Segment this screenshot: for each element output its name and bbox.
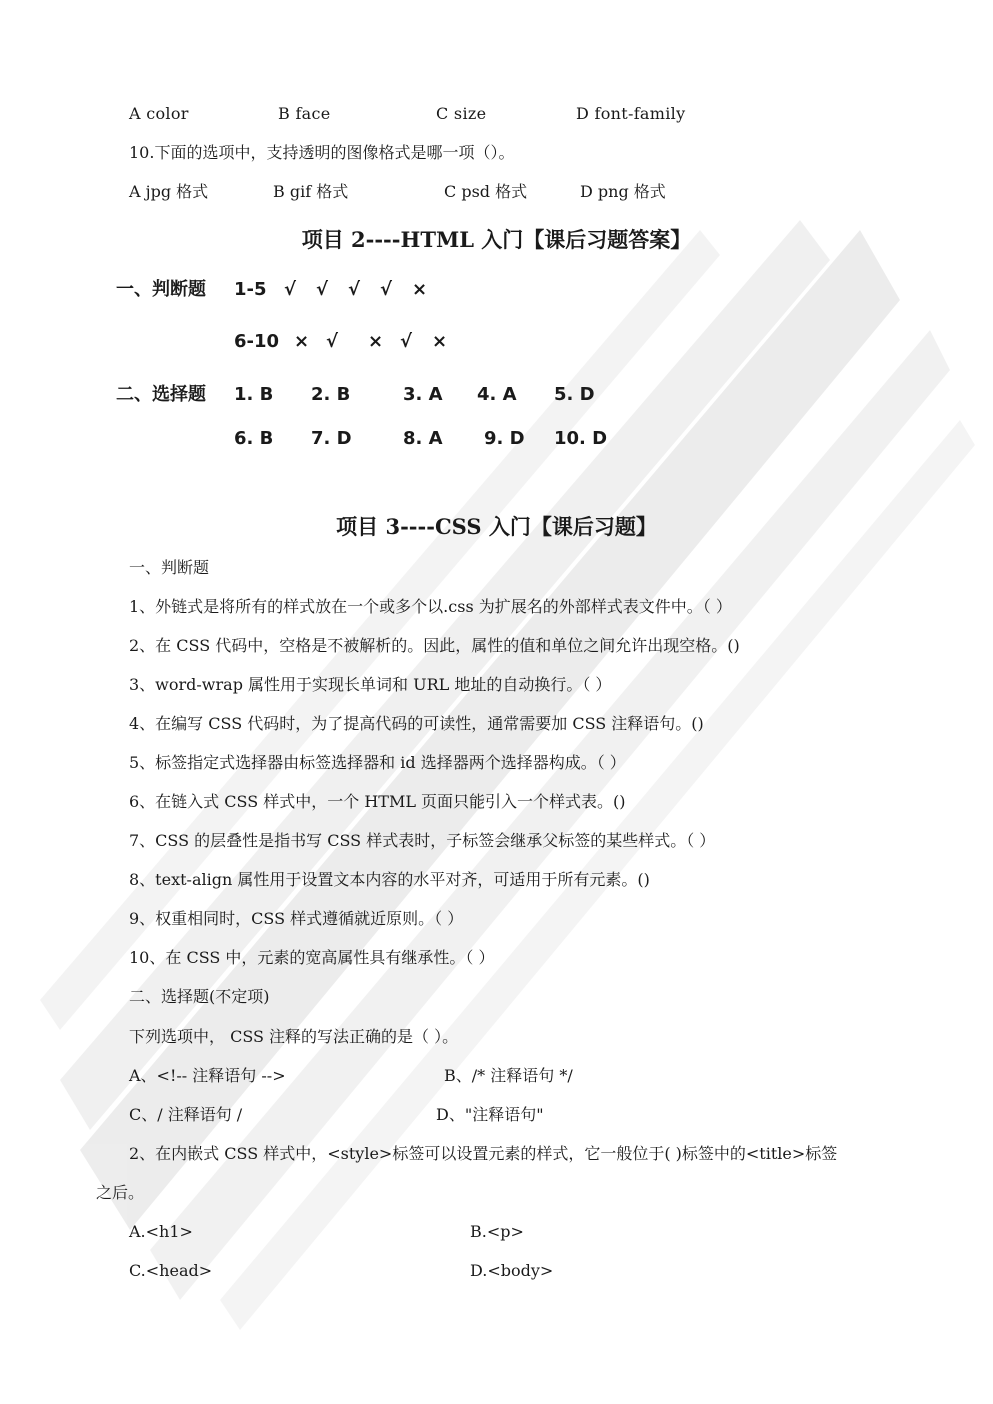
judge-item-10: 10、在 CSS 中，元素的宽高属性具有继承性。（ ） <box>129 948 495 967</box>
q9-option-c: C size <box>436 104 487 123</box>
judge-mark: √ <box>316 279 329 300</box>
choice-answer: 8. A <box>403 428 443 449</box>
q10-question: 10.下面的选项中，支持透明的图像格式是哪一项（）。 <box>129 143 515 162</box>
project3-choice-heading: 二、选择题(不定项) <box>129 987 270 1006</box>
project3-title: 项目 3----CSS 入门【课后习题】 <box>336 514 657 539</box>
judge-item-8: 8、text-align 属性用于设置文本内容的水平对齐，可适用于所有元素。() <box>129 870 650 889</box>
choice-q1-option-d: D、"注释语句" <box>436 1105 544 1124</box>
judge-mark: × <box>432 331 448 352</box>
q10-option-c: C psd 格式 <box>444 182 528 201</box>
judge-item-3: 3、word-wrap 属性用于实现长单词和 URL 地址的自动换行。（ ） <box>129 675 612 694</box>
project2-choice-label: 二、选择题 <box>116 384 206 405</box>
choice-answer: 2. B <box>311 384 351 405</box>
judge-item-6: 6、在链入式 CSS 样式中，一个 HTML 页面只能引入一个样式表。() <box>129 792 626 811</box>
judge-mark: √ <box>348 279 361 300</box>
q10-option-b: B gif 格式 <box>273 182 349 201</box>
choice-answer: 10. D <box>554 428 608 449</box>
judge-mark: × <box>368 331 384 352</box>
choice-q2-option-a: A.<h1> <box>129 1222 193 1241</box>
choice-answer: 3. A <box>403 384 443 405</box>
q9-option-a: A color <box>129 104 189 123</box>
choice-q2-question-line1: 2、在内嵌式 CSS 样式中，<style>标签可以设置元素的样式，它一般位于( )标签中的<title>标签 <box>129 1144 838 1163</box>
project2-title: 项目 2----HTML 入门【课后习题答案】 <box>301 227 692 252</box>
choice-q1-question: 下列选项中， CSS 注释的写法正确的是（ ）。 <box>129 1027 459 1046</box>
q10-option-a: A jpg 格式 <box>129 182 209 201</box>
judge-mark: √ <box>284 279 297 300</box>
choice-q2-option-b: B.<p> <box>470 1222 524 1241</box>
judge-item-7: 7、CSS 的层叠性是指书写 CSS 样式表时，子标签会继承父标签的某些样式。（ ） <box>129 831 716 850</box>
choice-answer: 6. B <box>234 428 274 449</box>
q9-option-d: D font-family <box>576 104 686 123</box>
project3-judge-heading: 一、判断题 <box>129 558 210 577</box>
choice-q2-option-d: D.<body> <box>470 1261 554 1280</box>
choice-answer: 9. D <box>484 428 525 449</box>
judge-mark: √ <box>400 331 413 352</box>
choice-q2-option-c: C.<head> <box>129 1261 213 1280</box>
choice-answer: 7. D <box>311 428 352 449</box>
judge-row1-range: 1-5 <box>234 279 267 300</box>
judge-item-5: 5、标签指定式选择器由标签选择器和 id 选择器两个选择器构成。（ ） <box>129 753 626 772</box>
judge-mark: √ <box>326 331 339 352</box>
choice-answer: 5. D <box>554 384 595 405</box>
choice-q1-option-a: A、<!-- 注释语句 --> <box>129 1066 286 1085</box>
q10-option-d: D png 格式 <box>580 182 666 201</box>
choice-q1-option-b: B、/* 注释语句 */ <box>444 1066 573 1085</box>
judge-item-1: 1、外链式是将所有的样式放在一个或多个以.css 为扩展名的外部样式表文件中。（ ） <box>129 597 732 616</box>
choice-q1-option-c: C、/ 注释语句 / <box>129 1105 243 1124</box>
judge-item-2: 2、在 CSS 代码中，空格是不被解析的。因此，属性的值和单位之间允许出现空格。() <box>129 636 740 655</box>
judge-mark: √ <box>380 279 393 300</box>
choice-q2-question-line2: 之后。 <box>96 1183 145 1202</box>
q9-option-b: B face <box>278 104 331 123</box>
judge-item-9: 9、权重相同时，CSS 样式遵循就近原则。（ ） <box>129 909 464 928</box>
judge-mark: × <box>294 331 310 352</box>
judge-mark: × <box>412 279 428 300</box>
judge-item-4: 4、在编写 CSS 代码时，为了提高代码的可读性，通常需要加 CSS 注释语句。() <box>129 714 704 733</box>
project2-judge-label: 一、判断题 <box>116 279 206 300</box>
choice-answer: 4. A <box>477 384 517 405</box>
choice-answer: 1. B <box>234 384 274 405</box>
judge-row2-range: 6-10 <box>234 331 280 352</box>
